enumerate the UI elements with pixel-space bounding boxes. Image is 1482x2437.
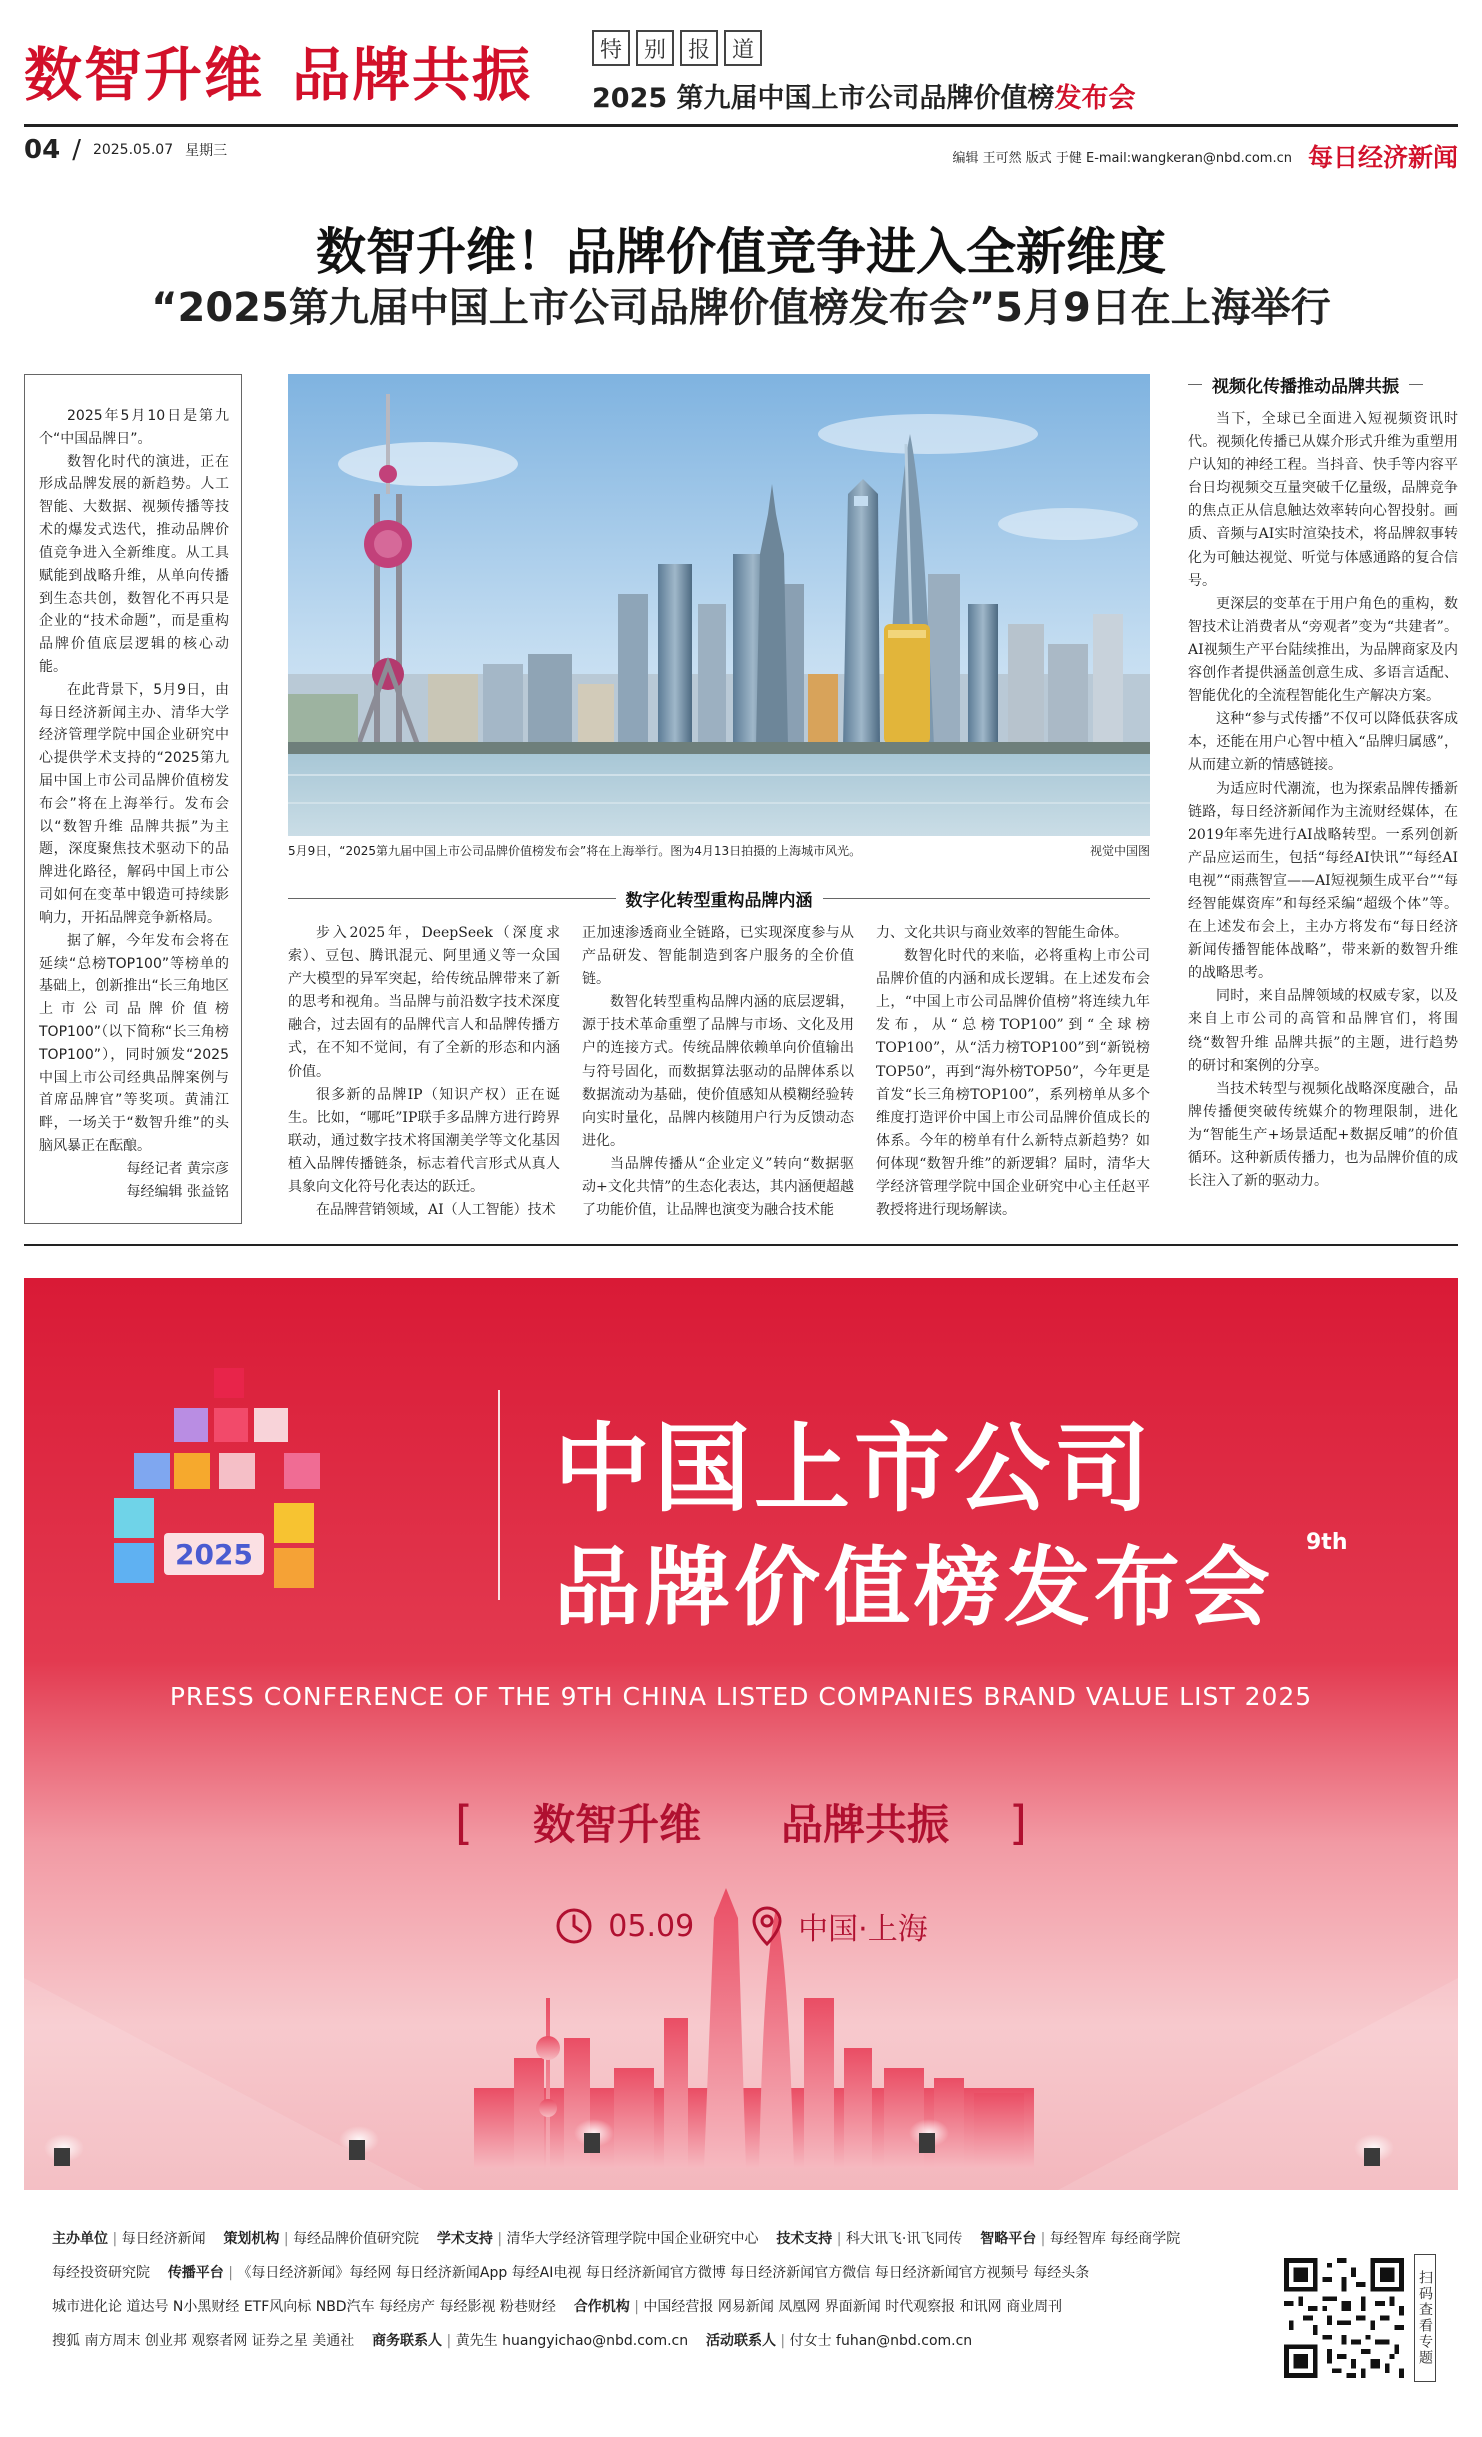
masthead-title-part2: 品牌共振 [292,41,533,109]
footer-line: 主办单位 | 每日经济新闻 策划机构 | 每经品牌价值研究院 学术支持 | 清华大学经济管理学院中国企业研究中心 技术支持 | 科大讯飞·讯飞同传 智略平台 | 每经智库 每经商学院 [52,2231,1181,2247]
footer-line: 搜狐 南方周末 创业邦 观察者网 证券之星 美通社 商务联系人 | 黄先生 huangyichao@nbd.com.cn 活动联系人 | 付女士 fuhan@nbd.com.cn [52,2333,973,2349]
body-paragraph: 更深层的变革在于用户角色的重构，数智技术让消费者从“旁观者”变为“共建者”。AI视频生产平台陆续推出，为品牌商家及内容创作者提供涵盖创意生成、多语言适配、智能优化的全流程智能化生产解决方案。 [1188,595,1458,705]
body-paragraph: 当技术转型与视频化战略深度融合，品牌传播便突破传统媒介的物理限制，进化为“智能生产+场景适配+数据反哺”的价值循环。这种新质传播力，也为品牌价值的成长注入了新的驱动力。 [1188,1080,1458,1190]
banner-title-line2: 品牌价值榜发布会 [554,1538,1274,1638]
footer-value: 科大讯飞·讯飞同传 [845,2231,963,2247]
footer-label: 合作机构 [573,2299,630,2315]
footer-label: 传播平台 [167,2265,224,2281]
intro-box [24,374,242,1224]
footer-label: 商务联系人 [372,2333,443,2349]
credits-bar [952,138,1458,174]
event-title [592,76,1136,115]
body-paragraph: 正加速渗透商业全链路，已实现深度参与从产品研发、智能制造到客户服务的全价值链。 [582,925,854,988]
location-pin-icon [750,1905,784,1947]
body-paragraph: 同时，来自品牌领域的权威专家，以及来自上市公司的高管和品牌官们，将围绕“数智升维 品牌共振”的主题，进行趋势的研讨和案例的分享。 [1188,988,1458,1074]
footer-value: 搜狐 南方周末 创业邦 观察者网 证券之星 美通社 [52,2333,355,2349]
body-paragraph: 当品牌传播从“企业定义”转向“数据驱动+文化共情”的生态化表达，其内涵便超越了功能价值，让品牌也演变为融合技术能 [582,1155,854,1219]
footer-label: 活动联系人 [705,2333,776,2349]
tag-char: 特 [592,30,630,66]
reporter-byline: 每经记者 黄宗彦 [126,1160,229,1177]
event-banner [24,1278,1458,2190]
paper-logo: 每日经济新闻 [1307,143,1458,172]
page-meta [24,135,227,165]
footer-value: 黄先生 huangyichao@nbd.com.cn [455,2333,689,2349]
masthead-title [24,28,532,112]
section-divider [24,1244,1458,1246]
section1-heading [288,886,1150,911]
body-paragraph: 数智化时代的来临，必将重构上市公司品牌价值的内涵和成长逻辑。在上述发布会上，“中国上市公司品牌价值榜”将连续九年发布，从“总榜TOP100”到“全球榜TOP100”，从“活力榜TOP100”到“新锐榜TOP50”，再到“海外榜TOP50”，今年更是首发“长三角榜TOP100”，系列榜单从多个维度打造评价中国上市公司品牌价值成长的体系。今年的榜单有什么新特点新趋势？如何体现“数智升维”的新逻辑？届时，清华大学经济管理学院中国企业研究中心主任赵平教授将进行现场解读。 [876,948,1150,1219]
heading-rule [288,898,616,899]
intro-paragraph: 据了解，今年发布会将在延续“总榜TOP100”等榜单的基础上，创新推出“长三角地区上市公司品牌价值榜TOP100”（以下简称“长三角榜TOP100”），同时颁发“2025中国上市公司经典品牌案例与首席品牌官”等奖项。黄浦江畔，一场关于“数智升维”的头脑风暴正在酝酿。 [39,932,229,1154]
footer-value: 付女士 fuhan@nbd.com.cn [789,2333,973,2349]
body-paragraph: 在品牌营销领域，AI（人工智能）技术 [316,1202,556,1219]
banner-english-title: PRESS CONFERENCE OF THE 9TH CHINA LISTED COMPANIES BRAND VALUE LIST 2025 [169,1682,1313,1711]
intro-paragraph: 在此背景下，5月9日，由每日经济新闻主办、清华大学经济管理学院中国企业研究中心提供学术支持的“2025第九届中国上市公司品牌价值榜发布会”将在上海举行。发布会以“数智升维 品牌共振”为主题，深度聚焦技术驱动下的品牌进化路径，解码中国上市公司如何在变革中锻造可持续影响力，开拓品牌竞争新格局。 [39,681,229,926]
photo-caption: 5月9日，“2025第九届中国上市公司品牌价值榜发布会”将在上海举行。图为4月13日拍摄的上海城市风光。 [288,844,862,858]
section1-column-2 [582,922,854,1228]
footer-value: 每经投资研究院 [52,2265,150,2281]
footer-label: 策划机构 [223,2231,280,2247]
slash-divider: / [72,135,81,165]
footer-line: 城市进化论 道达号 N小黑财经 ETF风向标 NBD汽车 每经房产 每经影视 粉巷财经 合作机构 | 中国经营报 网易新闻 凤凰网 界面新闻 时代观察报 和讯网 商业周刊 [52,2299,1063,2315]
slogan-part2: 品牌共振 [781,1800,950,1849]
page-number: 04 [24,135,61,165]
section1-column-3 [876,922,1150,1228]
body-paragraph: 步入2025年，DeepSeek（深度求索）、豆包、腾讯混元、阿里通义等一众国产大模型的异军突起，给传统品牌带来了新的思考和视角。当品牌与前沿数字技术深度融合，过去固有的品牌代言人和品牌传播方式，在不知不觉间，有了全新的形态和内涵价值。 [288,925,560,1080]
tag-char: 道 [724,30,762,66]
footer-label: 学术支持 [436,2231,493,2247]
footer-value: 每日经济新闻 [121,2231,206,2247]
banner-divider [498,1390,500,1600]
body-paragraph: 为适应时代潮流，也为探索品牌传播新链路，每日经济新闻作为主流财经媒体，在2019年率先进行AI战略转型。一系列创新产品应运而生，包括“每经AI快讯”“每经AI电视”“雨燕智宣——AI短视频生成平台”“每经智能媒资库”和每经采编“超级个体”等。在上述发布会上，主办方将发布“每日经济新闻传播智能体战略”，带来新的数智升维的战略思考。 [1188,780,1458,982]
logo-year: 2025 [175,1538,253,1571]
footer-value: 城市进化论 道达号 N小黑财经 ETF风向标 NBD汽车 每经房产 每经影视 粉巷财经 [52,2299,556,2315]
event-title-prefix: 2025 第九届中国上市公司品牌价值榜 [592,83,1055,114]
event-title-suffix: 发布会 [1054,83,1136,114]
tag-char: 报 [680,30,718,66]
clock-icon [554,1906,594,1946]
footer-value: 每经品牌价值研究院 [293,2231,420,2247]
bracket-right: ] [1009,1796,1027,1850]
section2-heading [1188,372,1458,397]
event-location-text: 中国·上海 [798,1912,928,1947]
qr-code[interactable] [1284,2258,1404,2378]
event-location [750,1904,928,1948]
body-paragraph: 当下，全球已全面进入短视频资讯时代。视频化传播已从媒介形式升维为重塑用户认知的神经工程。当抖音、快手等内容平台日均视频交互量突破千亿量级，品牌竞争的焦点正从信息触达效率转向心智投射。画质、音频与AI实时渲染技术，将品牌叙事转化为可触达视觉、听觉与体感通路的复合信号。 [1188,411,1458,589]
heading-rule [1188,384,1202,385]
slogan-part1: 数智升维 [532,1800,701,1849]
subheadline: “2025第九届中国上市公司品牌价值榜发布会”5月9日在上海举行 [151,285,1331,331]
footer-value: 中国经营报 网易新闻 凤凰网 界面新闻 时代观察报 和讯网 商业周刊 [643,2299,1063,2315]
photo-caption-row [288,842,1150,859]
intro-paragraph: 数智化时代的演进，正在形成品牌发展的新趋势。人工智能、大数据、视频传播等技术的爆发式迭代，推动品牌价值竞争进入全新维度。从工具赋能到战略升维，从单向传播到生态共创，数智化不再只是企业的“技术命题”，而是重构品牌价值底层逻辑的核心动能。 [39,453,229,675]
banner-event-info [24,1904,1458,1948]
footer-label: 技术支持 [776,2231,833,2247]
section2-column [1188,408,1458,1228]
footer-label: 智略平台 [980,2231,1037,2247]
body-paragraph: 很多新的品牌IP（知识产权）正在诞生。比如，“哪吒”IP联手多品牌方进行跨界联动，通过数字技术将国潮美学等文化基因植入品牌传播链条，标志着代言形式从真人具象向文化符号化表达的跃迁。 [288,1086,560,1196]
section1-title: 数字化转型重构品牌内涵 [625,891,813,911]
top-divider [24,124,1458,127]
body-paragraph: 数智化转型重构品牌内涵的底层逻辑，源于技术革命重塑了品牌与市场、文化及用户的连接方式。传统品牌依赖单向价值输出与符号固化，而数据算法驱动的品牌体系以数据流动为基础，使价值感知从模糊经验转向实时量化，品牌内核随用户行为反馈动态进化。 [582,994,854,1149]
shanghai-skyline-photo [288,374,1150,836]
footer-line: 每经投资研究院 传播平台 | 《每日经济新闻》每经网 每日经济新闻App 每经AI电视 每日经济新闻官方微博 每日经济新闻官方微信 每日经济新闻官方视频号 每经头条 [52,2265,1090,2281]
issue-weekday: 星期三 [185,143,228,159]
event-date-text: 05.09 [608,1908,695,1944]
footer-label: 主办单位 [52,2231,108,2247]
banner-slogan [24,1792,1458,1852]
issue-date: 2025.05.07 [92,142,174,158]
footer-value: 清华大学经济管理学院中国企业研究中心 [506,2231,759,2247]
footer-value: 《每日经济新闻》每经网 每日经济新闻App 每经AI电视 每日经济新闻官方微博 每日经济新闻官方微信 每日经济新闻官方视频号 每经头条 [237,2265,1090,2281]
banner-title-line1: 中国上市公司 [554,1413,1154,1525]
body-paragraph: 这种“参与式传播”不仅可以降低获客成本，还能在用户心智中植入“品牌归属感”，从而建立新的情感链接。 [1188,711,1458,774]
body-paragraph: 力、文化共识与商业效率的智能生命体。 [876,925,1128,941]
photo-credit: 视觉中国图 [1089,844,1150,858]
masthead-title-part1: 数智升维 [24,41,265,109]
headline: 数智升维！品牌价值竞争进入全新维度 [316,223,1166,281]
intro-paragraph: 2025年5月10日是第九个“中国品牌日”。 [39,408,229,447]
organizer-credits [52,2222,1232,2358]
section1-column-1 [288,922,560,1228]
editor-byline: 每经编辑 张益铭 [126,1183,229,1200]
special-report-tag [592,30,762,66]
heading-rule [823,898,1151,899]
footer-value: 每经智库 每经商学院 [1049,2231,1181,2247]
bracket-left: [ [455,1796,473,1850]
editor-credits: 编辑 王可然 版式 于健 E-mail:wangkeran@nbd.com.cn [952,150,1292,166]
qr-label: 扫码查看专题 [1414,2254,1436,2382]
event-date [554,1906,694,1946]
section2-title: 视频化传播推动品牌共振 [1212,377,1399,397]
tag-char: 别 [636,30,674,66]
heading-rule [1409,384,1423,385]
edition-mark: 9th [1306,1530,1348,1555]
